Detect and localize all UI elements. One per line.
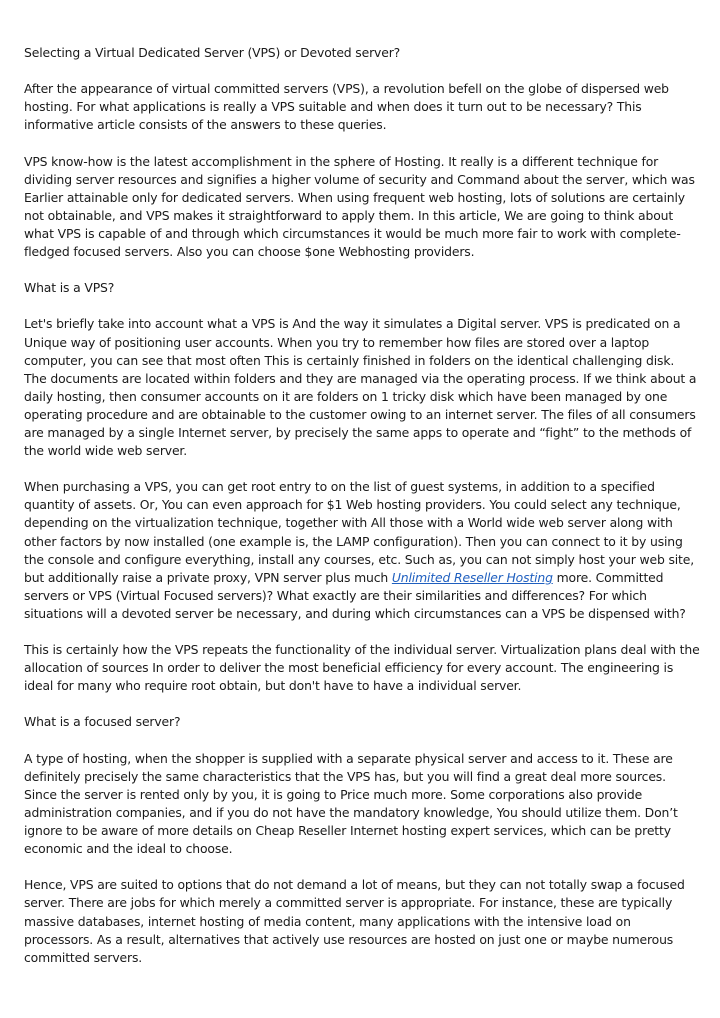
paragraph-vps-simulation: Let's briefly take into account what a VPS is And the way it simulates a Digital server. VPS is predicated on a Unique way of positioning user accounts. When you try to remember how files are stored over a laptop computer, you can see that most often This is certainly finished in folders on the identical challenging disk. The documents are located within folders and they are managed via the operating process. If we think about a daily hosting, then consumer accounts on it are folders on 1 tricky disk which have been managed by one operating procedure and are obtainable to the customer owing to an internet server. The files of all consumers are managed by a single Internet server, by precisely the same apps to operate and “fight” to the methods of the world wide web server. [24, 316, 697, 459]
unlimited-reseller-hosting-link[interactable]: Unlimited Reseller Hosting [391, 569, 553, 585]
paragraph-text-after-link: more. Committed servers or VPS (Virtual Focused servers)? What exactly are their similarities and differences? For which situations will a devoted server be necessary, and during which circumstances can a VPS be dispensed with? [24, 569, 686, 621]
paragraph-text-before-link: When purchasing a VPS, you can get root entry to on the list of guest systems, in addition to a specified quantity of assets. Or, You can even approach for $1 Web hosting providers. You could select any technique, depending on the virtualization technique, together with All those with a World wide web server along with other factors by now installed (one example is, the LAMP configuration). Then you can connect to it by using the console and configure everything, install any courses, etc. Such as, you can not simply host your web site, but additionally raise a private proxy, VPN server plus much [24, 479, 695, 585]
paragraph-focused-server: A type of hosting, when the shopper is supplied with a separate physical server and access to it. These are definitely precisely the same characteristics that the VPS has, but you will find a great deal more sources. Since the server is rented only by you, it is going to Price much more. Some corporations also provide administration companies, and if you do not have the mandatory knowledge, You should utilize them. Don’t ignore to be aware of more details on Cheap Reseller Internet hosting expert services, which can be pretty economic and the ideal to choose. [24, 750, 678, 857]
paragraph-purchasing-vps [24, 478, 700, 623]
document-body [24, 44, 700, 985]
heading-what-is-vps: What is a VPS? [24, 280, 115, 296]
paragraph-conclusion: Hence, VPS are suited to options that do not demand a lot of means, but they can not totally swap a focused server. There are jobs for which merely a committed server is appropriate. For instance, these are typically massive databases, internet hosting of media content, many applications with the intensive load on processors. As a result, alternatives that actively use resources are hosted on just one or maybe numerous committed servers. [24, 877, 685, 965]
paragraph-vps-know-how: VPS know-how is the latest accomplishment in the sphere of Hosting. It really is a different technique for dividing server resources and signifies a higher volume of security and Command about the server, which was Earlier attainable only for dedicated servers. When using frequent web hosting, lots of solutions are certainly not obtainable, and VPS makes it straightforward to apply them. In this article, We are going to think about what VPS is capable of and through which circumstances it would be much more fair to work with complete-fledged focused servers. Also you can choose $one Webhosting providers. [24, 153, 695, 260]
document-title: Selecting a Virtual Dedicated Server (VPS) or Devoted server? [24, 45, 401, 60]
paragraph-intro: After the appearance of virtual committed servers (VPS), a revolution befell on the globe of dispersed web hosting. For what applications is really a VPS suitable and when does it turn out to be necessary? This informative article consists of the answers to these queries. [24, 81, 669, 133]
heading-what-is-focused-server: What is a focused server? [24, 714, 181, 730]
paragraph-vps-functionality: This is certainly how the VPS repeats the functionality of the individual server. Virtualization plans deal with the allocation of sources In order to deliver the most beneficial efficiency for every account. The engineering is ideal for many who require root obtain, but don't have to have a individual server. [24, 642, 700, 694]
